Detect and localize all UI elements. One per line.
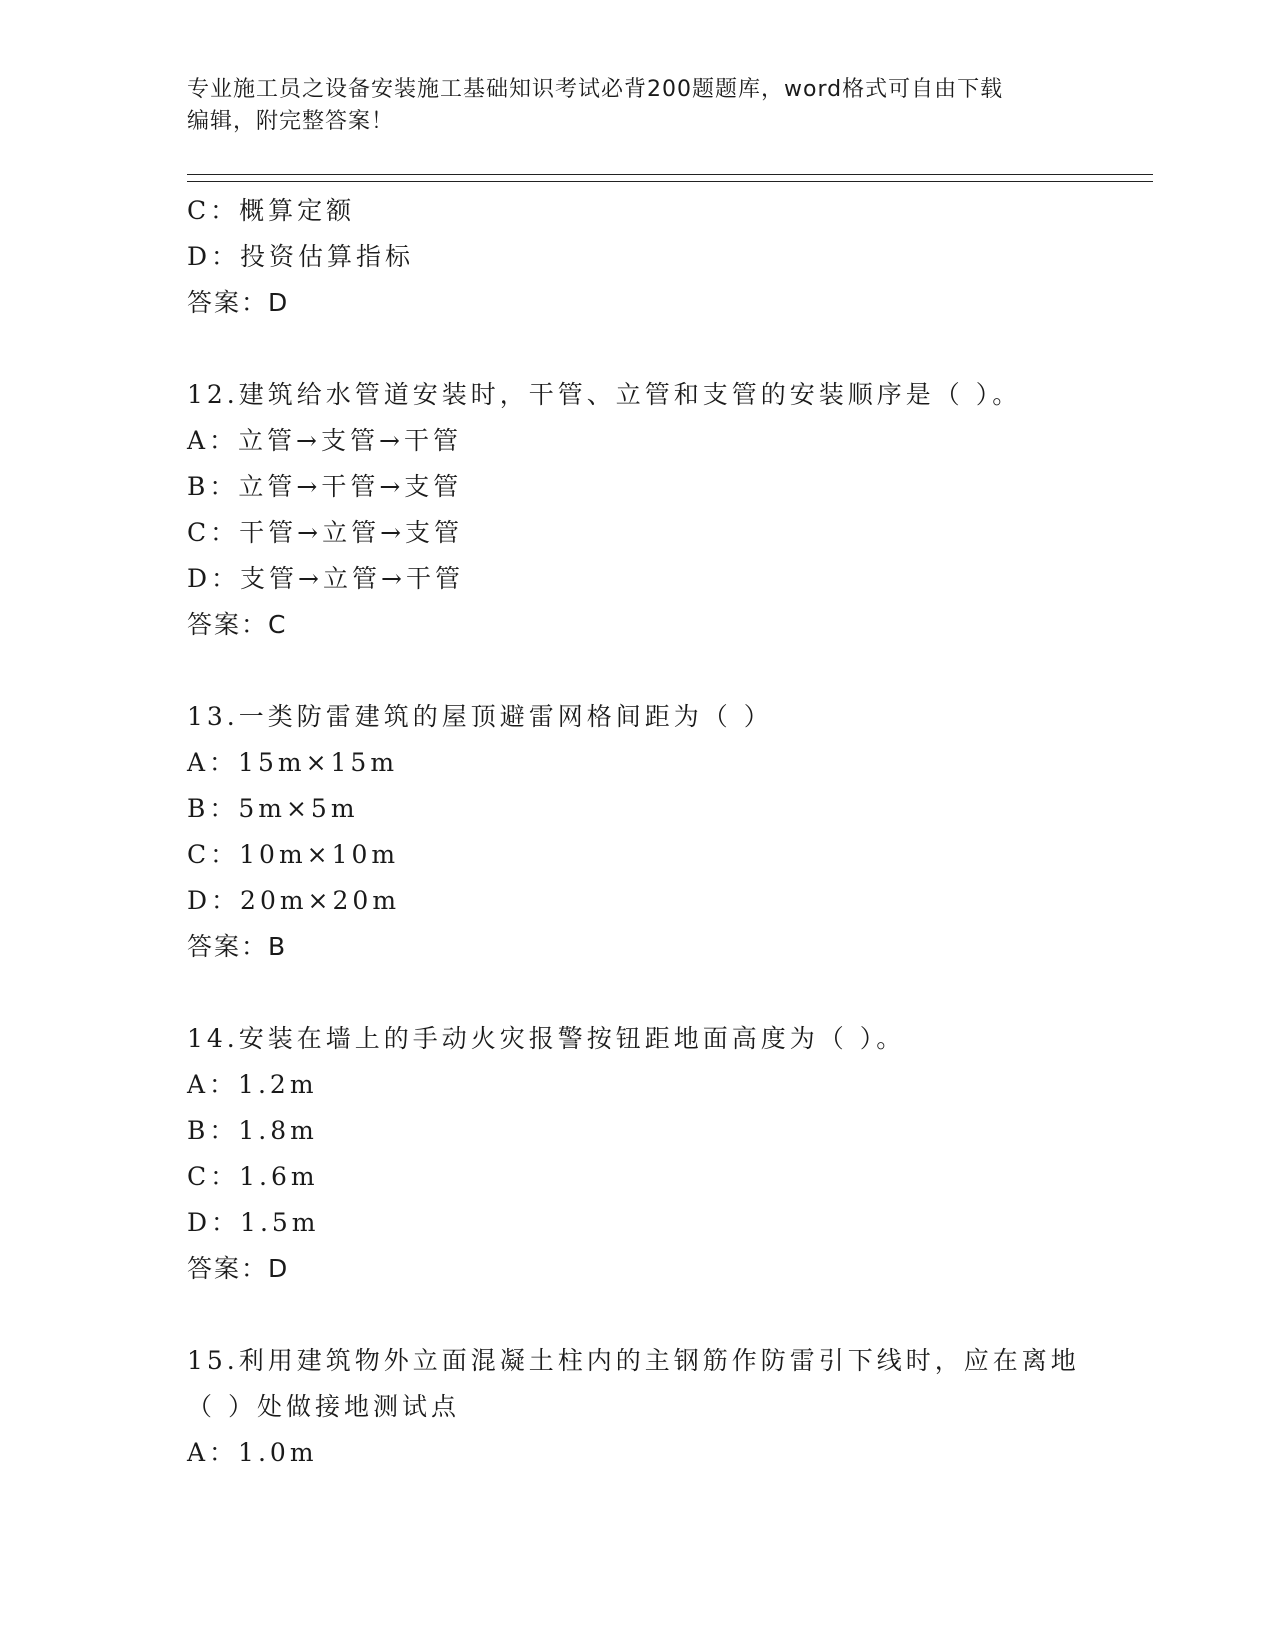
question-stem-line-2: （ ）处做接地测试点 [187, 1392, 460, 1421]
option-d: D：20m×20m [187, 886, 401, 915]
answer-label: 答案：D [187, 288, 290, 317]
option-b: B：5m×5m [187, 794, 359, 823]
question-list [187, 188, 1147, 1476]
question-15 [187, 1338, 1147, 1476]
option-c: C：1.6m [187, 1162, 319, 1191]
document-header [187, 74, 1087, 138]
header-line-1: 专业施工员之设备安装施工基础知识考试必背200题题库，word格式可自由下载 [187, 77, 1004, 102]
answer-label: 答案：D [187, 1254, 290, 1283]
option-d: D：投资估算指标 [187, 242, 415, 271]
answer-label: 答案：B [187, 932, 288, 961]
option-d: D：支管→立管→干管 [187, 564, 464, 593]
question-stem-line-1: 15.利用建筑物外立面混凝土柱内的主钢筋作防雷引下线时，应在离地 [187, 1346, 1080, 1375]
header-divider-top [187, 174, 1153, 175]
answer-label: 答案：C [187, 610, 288, 639]
question-11-tail [187, 188, 1147, 326]
header-divider-bottom [187, 181, 1153, 182]
question-stem: 12.建筑给水管道安装时，干管、立管和支管的安装顺序是（ ）。 [187, 380, 1022, 409]
option-b: B：1.8m [187, 1116, 318, 1145]
question-14 [187, 1016, 1147, 1292]
option-a: A：1.0m [187, 1438, 318, 1467]
question-13 [187, 694, 1147, 970]
question-12 [187, 372, 1147, 648]
option-c: C：干管→立管→支管 [187, 518, 464, 547]
option-c: C：10m×10m [187, 840, 400, 869]
header-line-2: 编辑，附完整答案！ [187, 109, 395, 134]
option-c: C：概算定额 [187, 196, 356, 225]
option-d: D：1.5m [187, 1208, 320, 1237]
option-a: A：1.2m [187, 1070, 318, 1099]
option-b: B：立管→干管→支管 [187, 472, 463, 501]
question-stem: 14.安装在墙上的手动火灾报警按钮距地面高度为（ ）。 [187, 1024, 906, 1053]
question-stem: 13.一类防雷建筑的屋顶避雷网格间距为（ ） [187, 702, 773, 731]
option-a: A：立管→支管→干管 [187, 426, 462, 455]
option-a: A：15m×15m [187, 748, 399, 777]
